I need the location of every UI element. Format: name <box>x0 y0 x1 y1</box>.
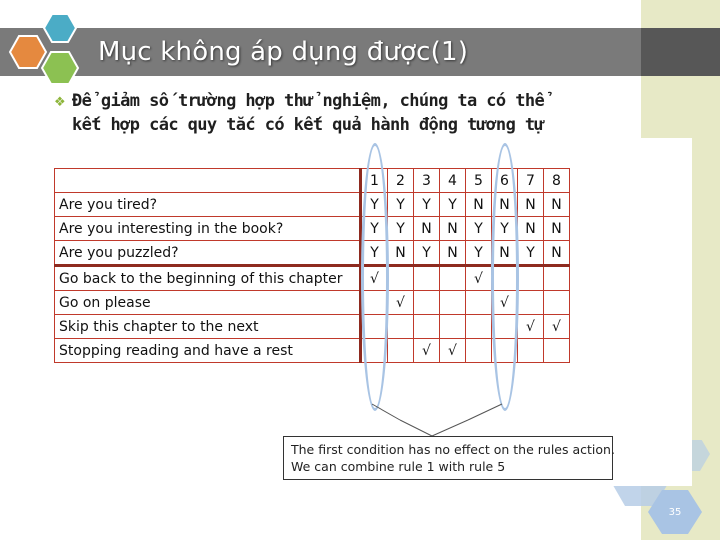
action-label: Go back to the beginning of this chapter <box>55 266 361 291</box>
rule-number-header: 7 <box>518 169 544 193</box>
action-label: Stopping reading and have a rest <box>55 339 361 363</box>
condition-value: Y <box>414 193 440 217</box>
condition-value: N <box>492 241 518 266</box>
action-mark: √ <box>518 315 544 339</box>
condition-value: N <box>492 193 518 217</box>
action-label: Go on please <box>55 291 361 315</box>
page-number: 35 <box>668 507 682 518</box>
action-mark: √ <box>492 291 518 315</box>
slide-title: Mục không áp dụng được(1) <box>98 37 469 67</box>
condition-value: N <box>440 217 466 241</box>
condition-value: N <box>518 217 544 241</box>
condition-value: Y <box>518 241 544 266</box>
condition-value: N <box>544 217 570 241</box>
rule-number-header: 5 <box>466 169 492 193</box>
condition-value: N <box>440 241 466 266</box>
callout-line-1: The first condition has no effect on the rules action. <box>291 442 615 457</box>
condition-label: Are you tired? <box>55 193 361 217</box>
action-mark: √ <box>544 315 570 339</box>
condition-label: Are you interesting in the book? <box>55 217 361 241</box>
condition-value: Y <box>466 217 492 241</box>
condition-value: Y <box>492 217 518 241</box>
action-mark: √ <box>414 339 440 363</box>
condition-value: Y <box>440 193 466 217</box>
action-mark: √ <box>361 266 388 291</box>
condition-value: N <box>414 217 440 241</box>
condition-value: Y <box>388 193 414 217</box>
action-mark: √ <box>440 339 466 363</box>
bullet-line-2: kết hợp các quy tắc có kết quả hành động tương tự <box>72 115 545 135</box>
rule-number-header: 3 <box>414 169 440 193</box>
condition-value: Y <box>414 241 440 266</box>
rule-number-header: 6 <box>492 169 518 193</box>
condition-value: Y <box>466 241 492 266</box>
rule-number-header: 2 <box>388 169 414 193</box>
condition-value: N <box>466 193 492 217</box>
condition-label: Are you puzzled? <box>55 241 361 266</box>
condition-value: N <box>518 193 544 217</box>
condition-value: Y <box>361 193 388 217</box>
callout-line-2: We can combine rule 1 with rule 5 <box>291 459 506 474</box>
bullet-line-1: Để giảm số trường hợp thử nghiệm, chúng ta có thể <box>72 91 545 111</box>
condition-value: N <box>388 241 414 266</box>
bullet-diamond-icon: ❖ <box>54 95 66 110</box>
condition-value: Y <box>361 217 388 241</box>
condition-value: N <box>544 241 570 266</box>
action-mark: √ <box>466 266 492 291</box>
rule-number-header: 1 <box>361 169 388 193</box>
callout-box <box>283 436 613 480</box>
condition-value: N <box>544 193 570 217</box>
condition-value: Y <box>361 241 388 266</box>
rule-number-header: 8 <box>544 169 570 193</box>
condition-value: Y <box>388 217 414 241</box>
action-label: Skip this chapter to the next <box>55 315 361 339</box>
rule-number-header: 4 <box>440 169 466 193</box>
action-mark: √ <box>388 291 414 315</box>
